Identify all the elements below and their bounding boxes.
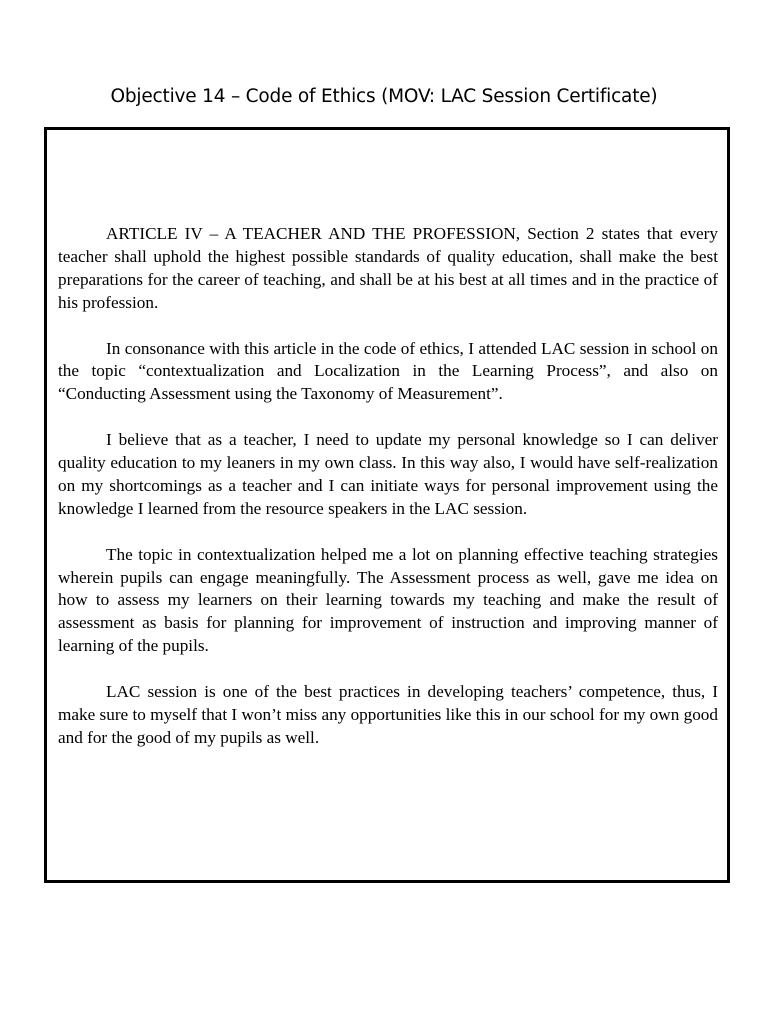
- paragraph-personal-knowledge: I believe that as a teacher, I need to update my personal knowledge so I can deliver quality education to my leaners in my own class. In this way also, I would have self-realization on my shortcomings as a teacher and I can initiate ways for personal improvement using the knowledge I learned from the resource speakers in the LAC session.: [58, 430, 718, 518]
- certificate-frame: [44, 127, 730, 883]
- paragraph-article: ARTICLE IV – A TEACHER AND THE PROFESSION, Section 2 states that every teacher shall uphold the highest possible standards of quality education, shall make the best preparations for the career of teaching, and shall be at his best at all times and in the practice of his profession.: [58, 224, 718, 312]
- certificate-body: [58, 223, 718, 750]
- paragraph-contextualization: The topic in contextualization helped me a lot on planning effective teaching strategies wherein pupils can engage meaningfully. The Assessment process as well, gave me idea on how to assess my learners on their learning towards my teaching and make the result of assessment as basis for planning for improvement of instruction and improving manner of learning of the pupils.: [58, 544, 718, 656]
- page-title: Objective 14 – Code of Ethics (MOV: LAC Session Certificate): [110, 86, 658, 107]
- paragraph-conclusion: LAC session is one of the best practices in developing teachers’ competence, thus, I make sure to myself that I won’t miss any opportunities like this in our school for my own good and for the good of my pupils as well.: [58, 682, 718, 747]
- paragraph-lac-topics: In consonance with this article in the code of ethics, I attended LAC session in school on the topic “contextualization and Localization in the Learning Process”, and also on “Conducting Assessment using the Taxonomy of Measurement”.: [58, 338, 718, 404]
